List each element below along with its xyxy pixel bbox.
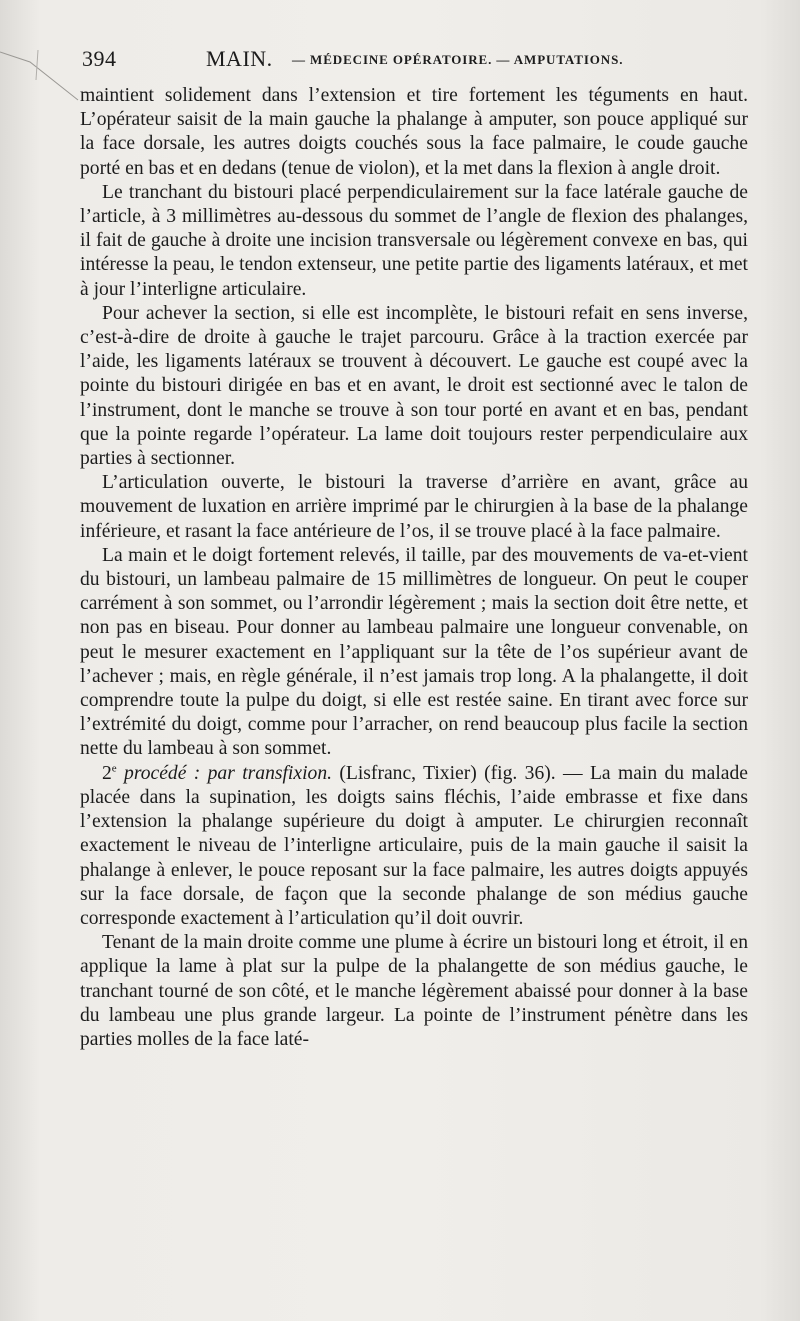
body-text [80, 84, 748, 1052]
running-title: MAIN. [206, 46, 273, 71]
procedure-title: procédé : par transfixion. [124, 762, 333, 784]
paragraph-articulation: L’articulation ouverte, le bistouri la traverse d’arrière en avant, grâce au mouvement de luxation en arrière imprimé par le chirurgien à la base de la phalange inférieure, et rasant la face antérieure de l’os, il se trouve placé à la face palmaire. [80, 472, 748, 542]
running-subtitle: — MÉDECINE OPÉRATOIRE. — AMPUTATIONS. [292, 52, 624, 67]
page-number: 394 [82, 46, 117, 71]
paragraph-procedure-transfixion [80, 762, 748, 931]
page-fold-mark [0, 40, 80, 110]
paragraph-incision: Le tranchant du bistouri placé perpendiculairement sur la face latérale gauche de l’article, à 3 millimètres au-dessous du sommet de l’angle de flexion des phalanges, il fait de gauche à droite une incision transversale ou légèrement convexe en bas, qui intéresse la peau, le tendon extenseur, une petite partie des ligaments latéraux, et met à jour l’interligne articulaire. [80, 181, 748, 300]
paragraph-lambeau: La main et le doigt fortement relevés, il taille, par des mouvements de va-et-vient du bistouri, un lambeau palmaire de 15 millimètres de longueur. On peut le couper carrément à son sommet, ou l’arrondir légèrement ; mais la section doit être nette, et non pas en biseau. Pour donner au lambeau palmaire une longueur convenable, on peut le mesurer exactement en l’appliquant sur la tête de l’os supérieur avant de l’achever ; mais, en règle générale, il n’est jamais trop long. A la phalangette, il doit comprendre toute la pulpe du doigt, si elle est restée saine. En tirant avec force sur l’extrémité du doigt, comme pour l’arracher, on rend beaucoup plus facile la section nette du lambeau à son sommet. [80, 544, 748, 760]
procedure-number: 2 [102, 762, 112, 784]
paragraph-section: Pour achever la section, si elle est incomplète, le bistouri refait en sens inverse, c’est-à-dire de droite à gauche le trajet parcouru. Grâce à la traction exercée par l’aide, les ligaments latéraux se trouvent à découvert. Le gauche est coupé avec la pointe du bistouri dirigée en bas et en avant, le droit est sectionné avec le talon de l’instrument, dont le manche se trouve à son tour porté en avant et en bas, pendant que la pointe regarde l’opérateur. La lame doit toujours rester perpendiculaire aux parties à sectionner. [80, 302, 748, 470]
paragraph-continued: maintient solidement dans l’extension et tire fortement les téguments en haut. L’opérateur saisit de la main gauche la phalange à amputer, son pouce appliqué sur la face dorsale, les autres doigts couchés sous la face palmaire, le coude gauche porté en bas et en dedans (tenue de violon), et la met dans la flexion à angle droit. [80, 85, 748, 179]
running-header [82, 46, 742, 76]
procedure-number-suffix: e [111, 762, 117, 775]
paragraph-bistouri: Tenant de la main droite comme une plume à écrire un bistouri long et étroit, il en applique la lame à plat sur la pulpe de la phalangette de son médius gauche, le tranchant tourné de son côté, et le manche légèrement abaissé pour donner à la base du lambeau une plus grande largeur. La pointe de l’instrument pénètre dans les parties molles de la face laté- [80, 932, 748, 1050]
procedure-text: (Lisfranc, Tixier) (fig. 36). — La main du malade placée dans la supination, les doigts sains fléchis, l’aide embrasse et fixe dans l’extension la phalange supérieure du doigt à amputer. Le chirurgien reconnaît exactement le niveau de l’interligne articulaire, puis de la main gauche il saisit la phalange à enlever, le pouce reposant sur la face palmaire, les autres doigts appuyés sur la face dorsale, de façon que la seconde phalange de son médius gauche corresponde exactement à l’articulation qu’il doit ouvrir. [80, 762, 748, 929]
